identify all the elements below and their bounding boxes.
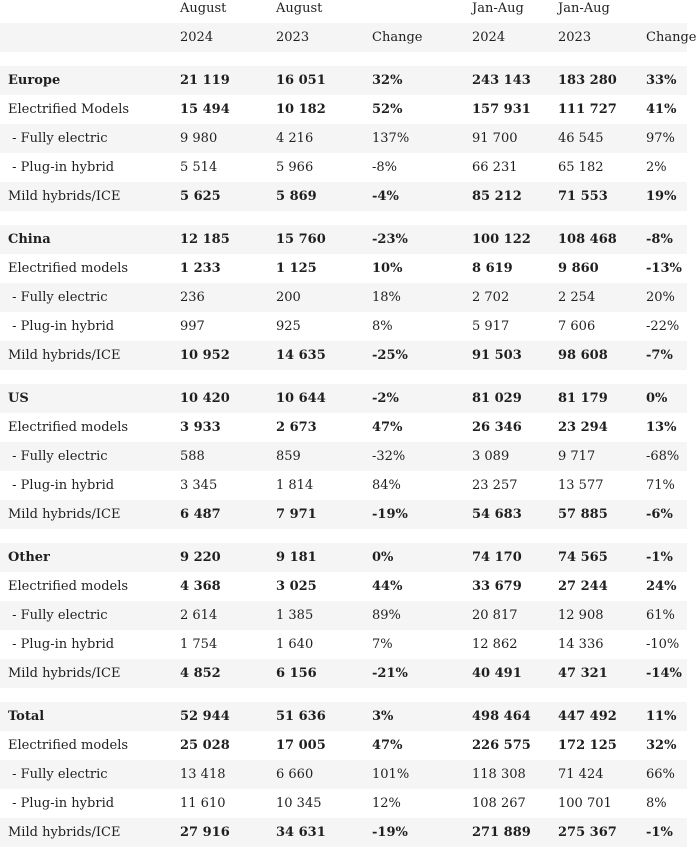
row-value: 16 051 xyxy=(268,66,364,95)
row-value: 5 966 xyxy=(268,153,364,182)
row-value: 10 644 xyxy=(268,384,364,413)
header-cell: 2024 xyxy=(172,23,268,52)
row-label: - Plug-in hybrid xyxy=(0,153,172,182)
table-row xyxy=(0,95,687,124)
spacer-cell xyxy=(364,370,464,384)
row-value: 74 565 xyxy=(550,543,638,572)
row-value: 47 321 xyxy=(550,659,638,688)
row-value: -23% xyxy=(364,225,464,254)
spacer-cell xyxy=(364,529,464,543)
row-value: 19% xyxy=(638,182,687,211)
table-row xyxy=(0,442,687,471)
spacer-cell xyxy=(0,52,172,66)
row-value: 108 267 xyxy=(464,789,550,818)
row-value: 2 614 xyxy=(172,601,268,630)
row-value: 21 119 xyxy=(172,66,268,95)
table-row xyxy=(0,254,687,283)
spacer-cell xyxy=(550,370,638,384)
row-value: 6 660 xyxy=(268,760,364,789)
row-value: 40 491 xyxy=(464,659,550,688)
row-value: 71 553 xyxy=(550,182,638,211)
row-value: 85 212 xyxy=(464,182,550,211)
row-value: 3% xyxy=(364,702,464,731)
row-value: 13% xyxy=(638,413,687,442)
row-label: Electrified models xyxy=(0,572,172,601)
row-value: 9 717 xyxy=(550,442,638,471)
spacer-cell xyxy=(0,370,172,384)
row-value: 52 944 xyxy=(172,702,268,731)
row-value: 6 487 xyxy=(172,500,268,529)
row-value: 8% xyxy=(638,789,687,818)
row-value: 1 814 xyxy=(268,471,364,500)
row-value: 14 336 xyxy=(550,630,638,659)
row-label: China xyxy=(0,225,172,254)
section-spacer xyxy=(0,529,687,543)
row-value: 1 125 xyxy=(268,254,364,283)
row-value: 6 156 xyxy=(268,659,364,688)
row-value: 12 862 xyxy=(464,630,550,659)
row-value: 65 182 xyxy=(550,153,638,182)
table-row xyxy=(0,760,687,789)
header-cell xyxy=(364,0,464,23)
table-row xyxy=(0,182,687,211)
spacer-cell xyxy=(364,52,464,66)
row-value: 4 852 xyxy=(172,659,268,688)
row-value: 84% xyxy=(364,471,464,500)
row-value: 1 640 xyxy=(268,630,364,659)
row-value: 8 619 xyxy=(464,254,550,283)
row-value: 5 514 xyxy=(172,153,268,182)
spacer-cell xyxy=(172,370,268,384)
row-value: 23 257 xyxy=(464,471,550,500)
section-spacer xyxy=(0,52,687,66)
row-value: -1% xyxy=(638,543,687,572)
row-label: Europe xyxy=(0,66,172,95)
table-row xyxy=(0,572,687,601)
row-value: 226 575 xyxy=(464,731,550,760)
row-value: 5 869 xyxy=(268,182,364,211)
row-value: -25% xyxy=(364,341,464,370)
row-value: 10% xyxy=(364,254,464,283)
spacer-cell xyxy=(464,370,550,384)
row-value: 27 244 xyxy=(550,572,638,601)
row-value: 3 025 xyxy=(268,572,364,601)
row-value: 997 xyxy=(172,312,268,341)
row-value: -1% xyxy=(638,818,687,847)
row-value: 24% xyxy=(638,572,687,601)
spacer-cell xyxy=(550,529,638,543)
row-value: -21% xyxy=(364,659,464,688)
row-value: 12% xyxy=(364,789,464,818)
row-value: -10% xyxy=(638,630,687,659)
row-value: 33% xyxy=(638,66,687,95)
row-value: 1 233 xyxy=(172,254,268,283)
row-value: 5 625 xyxy=(172,182,268,211)
spacer-cell xyxy=(268,529,364,543)
row-value: 8% xyxy=(364,312,464,341)
row-value: 13 577 xyxy=(550,471,638,500)
spacer-cell xyxy=(0,211,172,225)
spacer-cell xyxy=(638,688,687,702)
row-value: 0% xyxy=(364,543,464,572)
row-value: -2% xyxy=(364,384,464,413)
row-value: -14% xyxy=(638,659,687,688)
row-value: 588 xyxy=(172,442,268,471)
row-value: 46 545 xyxy=(550,124,638,153)
table-row xyxy=(0,659,687,688)
spacer-cell xyxy=(464,529,550,543)
row-value: 101% xyxy=(364,760,464,789)
spacer-cell xyxy=(172,211,268,225)
header-cell: 2023 xyxy=(268,23,364,52)
spacer-cell xyxy=(464,211,550,225)
spacer-cell xyxy=(268,370,364,384)
row-value: 10 182 xyxy=(268,95,364,124)
table-row xyxy=(0,384,687,413)
table-row xyxy=(0,789,687,818)
row-value: 100 122 xyxy=(464,225,550,254)
header-cell: Change xyxy=(638,23,687,52)
row-label: - Plug-in hybrid xyxy=(0,630,172,659)
table-row xyxy=(0,818,687,847)
row-value: 74 170 xyxy=(464,543,550,572)
row-value: 47% xyxy=(364,731,464,760)
spacer-cell xyxy=(364,211,464,225)
row-value: 157 931 xyxy=(464,95,550,124)
row-label: Electrified models xyxy=(0,731,172,760)
row-value: 183 280 xyxy=(550,66,638,95)
row-label: US xyxy=(0,384,172,413)
section-spacer xyxy=(0,688,687,702)
section-spacer xyxy=(0,370,687,384)
row-value: 98 608 xyxy=(550,341,638,370)
row-value: 271 889 xyxy=(464,818,550,847)
row-value: -19% xyxy=(364,818,464,847)
table-row xyxy=(0,630,687,659)
header-row-year xyxy=(0,23,687,52)
row-value: 3 345 xyxy=(172,471,268,500)
row-value: 32% xyxy=(638,731,687,760)
row-value: 15 760 xyxy=(268,225,364,254)
table-row xyxy=(0,731,687,760)
spacer-cell xyxy=(0,688,172,702)
row-value: 3 933 xyxy=(172,413,268,442)
row-value: 111 727 xyxy=(550,95,638,124)
row-value: 20% xyxy=(638,283,687,312)
row-value: 97% xyxy=(638,124,687,153)
row-label: - Fully electric xyxy=(0,283,172,312)
row-value: 66 231 xyxy=(464,153,550,182)
table-row xyxy=(0,225,687,254)
row-value: -4% xyxy=(364,182,464,211)
spacer-cell xyxy=(172,688,268,702)
header-cell: Jan-Aug xyxy=(550,0,638,23)
spacer-cell xyxy=(0,529,172,543)
row-value: 2 254 xyxy=(550,283,638,312)
row-value: 10 952 xyxy=(172,341,268,370)
row-value: 2 673 xyxy=(268,413,364,442)
row-value: 51 636 xyxy=(268,702,364,731)
row-value: 81 179 xyxy=(550,384,638,413)
row-value: 18% xyxy=(364,283,464,312)
row-value: 14 635 xyxy=(268,341,364,370)
row-value: 275 367 xyxy=(550,818,638,847)
row-value: 0% xyxy=(638,384,687,413)
table-row xyxy=(0,312,687,341)
table-row xyxy=(0,500,687,529)
spacer-cell xyxy=(638,211,687,225)
row-label: - Plug-in hybrid xyxy=(0,312,172,341)
row-label: Electrified Models xyxy=(0,95,172,124)
row-value: 10 345 xyxy=(268,789,364,818)
row-value: 71% xyxy=(638,471,687,500)
row-value: 47% xyxy=(364,413,464,442)
row-value: 925 xyxy=(268,312,364,341)
row-value: 71 424 xyxy=(550,760,638,789)
row-value: 33 679 xyxy=(464,572,550,601)
row-label: Mild hybrids/ICE xyxy=(0,500,172,529)
row-value: 7% xyxy=(364,630,464,659)
table-row xyxy=(0,341,687,370)
row-value: 4 216 xyxy=(268,124,364,153)
row-value: 2% xyxy=(638,153,687,182)
row-label: Mild hybrids/ICE xyxy=(0,659,172,688)
spacer-cell xyxy=(550,211,638,225)
header-cell: Change xyxy=(364,23,464,52)
table-row xyxy=(0,702,687,731)
header-cell: Jan-Aug xyxy=(464,0,550,23)
row-label: Mild hybrids/ICE xyxy=(0,341,172,370)
row-value: 3 089 xyxy=(464,442,550,471)
table-row xyxy=(0,413,687,442)
row-label: - Fully electric xyxy=(0,760,172,789)
header-cell xyxy=(638,0,687,23)
row-value: 61% xyxy=(638,601,687,630)
spacer-cell xyxy=(268,688,364,702)
row-label: - Plug-in hybrid xyxy=(0,471,172,500)
spacer-cell xyxy=(638,370,687,384)
row-value: 172 125 xyxy=(550,731,638,760)
row-label: Other xyxy=(0,543,172,572)
row-value: 10 420 xyxy=(172,384,268,413)
table-row xyxy=(0,471,687,500)
row-value: 137% xyxy=(364,124,464,153)
spacer-cell xyxy=(550,52,638,66)
row-value: 236 xyxy=(172,283,268,312)
row-value: 52% xyxy=(364,95,464,124)
table-row xyxy=(0,66,687,95)
row-value: 54 683 xyxy=(464,500,550,529)
spacer-cell xyxy=(550,688,638,702)
header-cell: 2024 xyxy=(464,23,550,52)
row-value: 498 464 xyxy=(464,702,550,731)
row-value: 9 181 xyxy=(268,543,364,572)
row-value: -8% xyxy=(638,225,687,254)
row-value: 9 860 xyxy=(550,254,638,283)
row-value: 25 028 xyxy=(172,731,268,760)
row-label: - Plug-in hybrid xyxy=(0,789,172,818)
row-value: 12 908 xyxy=(550,601,638,630)
table-row xyxy=(0,153,687,182)
row-value: 108 468 xyxy=(550,225,638,254)
row-value: 12 185 xyxy=(172,225,268,254)
row-value: -6% xyxy=(638,500,687,529)
row-value: 5 917 xyxy=(464,312,550,341)
row-label: - Fully electric xyxy=(0,442,172,471)
table-row xyxy=(0,601,687,630)
row-value: 9 220 xyxy=(172,543,268,572)
row-label: Electrified models xyxy=(0,413,172,442)
row-value: -68% xyxy=(638,442,687,471)
row-value: 15 494 xyxy=(172,95,268,124)
row-value: 89% xyxy=(364,601,464,630)
row-value: 32% xyxy=(364,66,464,95)
row-value: 44% xyxy=(364,572,464,601)
row-value: 9 980 xyxy=(172,124,268,153)
row-label: - Fully electric xyxy=(0,124,172,153)
spacer-cell xyxy=(364,688,464,702)
header-cell: August xyxy=(172,0,268,23)
header-cell xyxy=(0,23,172,52)
row-value: -13% xyxy=(638,254,687,283)
row-value: 34 631 xyxy=(268,818,364,847)
row-label: Mild hybrids/ICE xyxy=(0,818,172,847)
section-spacer xyxy=(0,211,687,225)
spacer-cell xyxy=(268,52,364,66)
row-value: 57 885 xyxy=(550,500,638,529)
row-value: -7% xyxy=(638,341,687,370)
row-value: 243 143 xyxy=(464,66,550,95)
row-label: Mild hybrids/ICE xyxy=(0,182,172,211)
row-label: Total xyxy=(0,702,172,731)
row-value: 200 xyxy=(268,283,364,312)
table-row xyxy=(0,283,687,312)
row-value: 17 005 xyxy=(268,731,364,760)
row-label: Electrified models xyxy=(0,254,172,283)
row-value: 1 385 xyxy=(268,601,364,630)
row-value: 13 418 xyxy=(172,760,268,789)
spacer-cell xyxy=(464,52,550,66)
row-value: 27 916 xyxy=(172,818,268,847)
row-value: 447 492 xyxy=(550,702,638,731)
spacer-cell xyxy=(172,529,268,543)
table-row xyxy=(0,543,687,572)
row-value: 1 754 xyxy=(172,630,268,659)
row-value: 20 817 xyxy=(464,601,550,630)
row-value: 7 606 xyxy=(550,312,638,341)
row-value: -8% xyxy=(364,153,464,182)
row-value: 81 029 xyxy=(464,384,550,413)
header-cell: August xyxy=(268,0,364,23)
row-value: 11% xyxy=(638,702,687,731)
spacer-cell xyxy=(464,688,550,702)
row-value: 11 610 xyxy=(172,789,268,818)
row-value: 859 xyxy=(268,442,364,471)
header-row-period xyxy=(0,0,687,23)
row-value: -22% xyxy=(638,312,687,341)
spacer-cell xyxy=(172,52,268,66)
spacer-cell xyxy=(268,211,364,225)
row-value: 118 308 xyxy=(464,760,550,789)
header-cell: 2023 xyxy=(550,23,638,52)
row-value: 91 700 xyxy=(464,124,550,153)
row-value: 26 346 xyxy=(464,413,550,442)
row-value: -19% xyxy=(364,500,464,529)
row-value: 91 503 xyxy=(464,341,550,370)
row-value: 23 294 xyxy=(550,413,638,442)
row-value: 7 971 xyxy=(268,500,364,529)
table-row xyxy=(0,124,687,153)
row-value: 2 702 xyxy=(464,283,550,312)
row-label: - Fully electric xyxy=(0,601,172,630)
row-value: 4 368 xyxy=(172,572,268,601)
header-cell xyxy=(0,0,172,23)
spacer-cell xyxy=(638,529,687,543)
row-value: 100 701 xyxy=(550,789,638,818)
spacer-cell xyxy=(638,52,687,66)
row-value: 66% xyxy=(638,760,687,789)
row-value: 41% xyxy=(638,95,687,124)
row-value: -32% xyxy=(364,442,464,471)
